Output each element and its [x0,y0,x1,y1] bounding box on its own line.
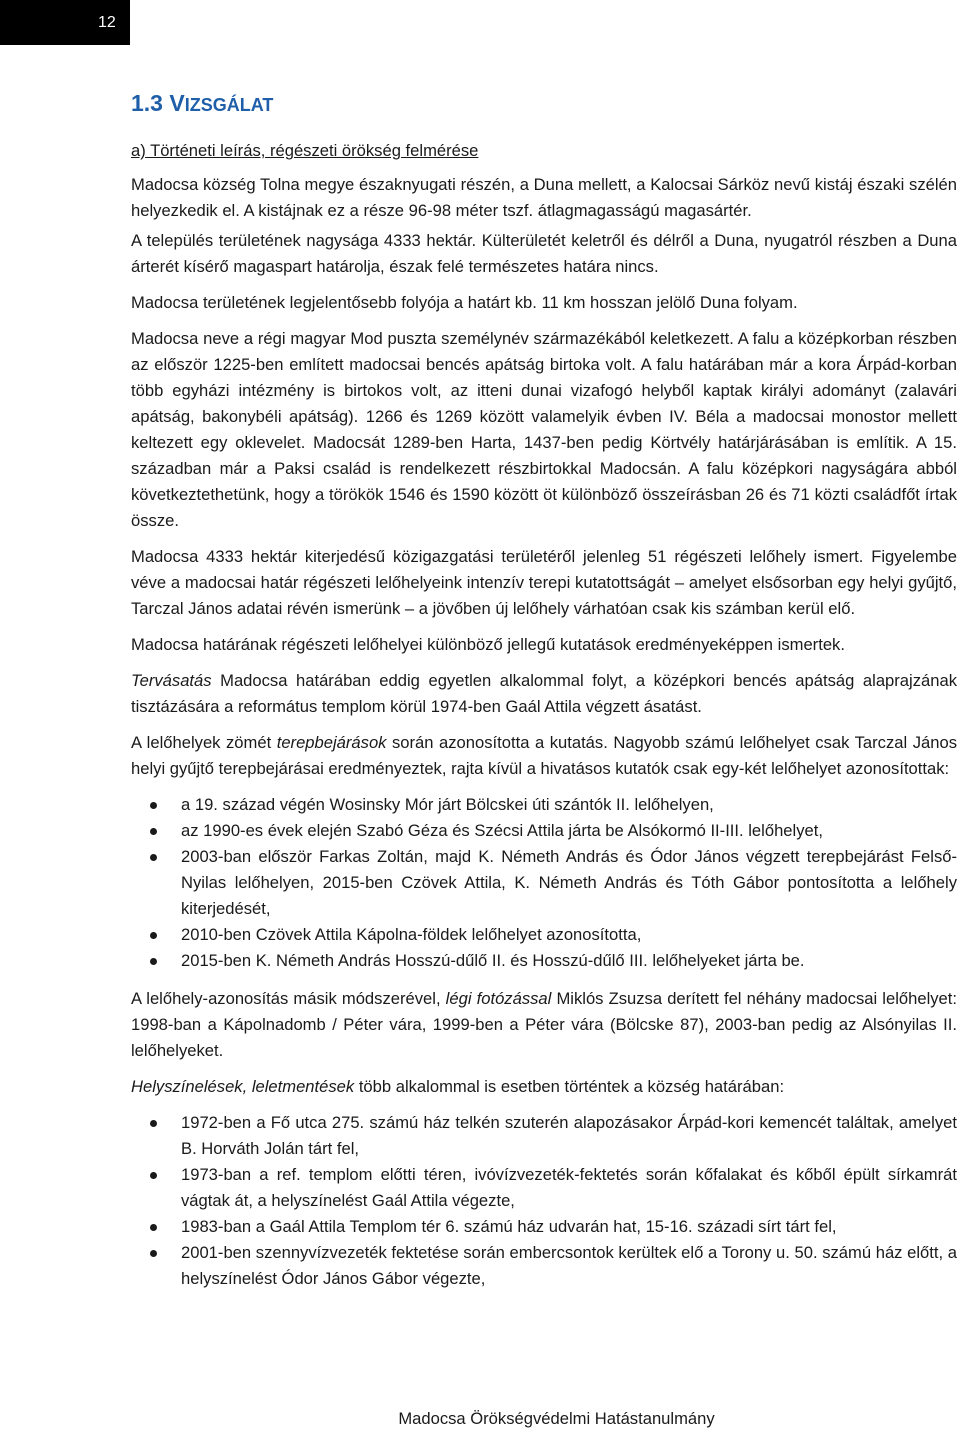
list-item: 2010-ben Czövek Attila Kápolna-földek lelőhelyet azonosította, [181,922,957,948]
paragraph-sites: Madocsa 4333 hektár kiterjedésű közigazgatási területéről jelenleg 51 régészeti lelőhely ismert. Figyelembe véve a madocsai határ régészeti lelőhelyeink intenzív terepi kutatottságát – amelyet elsősorban egy helyi gyűjtő, Tarczal János adatai révén ismerünk – a jövőben új lelőhely várhatóan csak kis számban kerül elő. [131,547,957,618]
rescue-list [131,1110,957,1292]
list-item: 2003-ban először Farkas Zoltán, majd K. Németh András és Ódor János végzett terepbejárást Felső-Nyilas lelőhelyen, 2015-ben Czövek Attila, K. Németh András és Tóth Gábor pontosította a lelőhely kiterjedését, [181,844,957,922]
paragraph-excavation-text: Madocsa határában eddig egyetlen alkalommal folyt, a középkori bencés apátság alaprajzának tisztázására a református templom körül 1974-ben Gaál Attila végzett ásatást. [131,671,957,716]
paragraph-location: Madocsa község Tolna megye északnyugati részén, a Duna mellett, a Kalocsai Sárköz nevű kistáj északi szélén helyezkedik el. A kistájnak ez a része 96-98 méter tszf. átlagmagasságú magasártér. [131,175,957,220]
survey-list [131,792,957,974]
term-tervasatas: Tervásatás [131,671,212,690]
list-item: 1973-ban a ref. templom előtti téren, ivóvízvezeték-fektetés során kőfalakat és kőből épült sírkamrát vágtak át, a helyszínelést Gaál Attila végezte, [181,1162,957,1214]
list-item: az 1990-es évek elején Szabó Géza és Szécsi Attila járta be Alsókormó II-III. lelőhelyet, [181,818,957,844]
page-number: 12 [98,14,116,31]
paragraph-surveys [131,730,957,782]
document-body [131,86,957,1304]
term-legi-fotozas: légi fotózással [445,989,552,1008]
section-title-first: V [169,90,185,116]
section-number: 1.3 [131,90,163,116]
paragraph-river: Madocsa területének legjelentősebb folyója a határt kb. 11 km hosszan jelölő Duna folyam. [131,293,798,312]
paragraph-history: Madocsa neve a régi magyar Mod puszta személynév származékából keletkezett. A falu a középkorban részben az először 1225-ben említett madocsai bencés apátság birtoka volt. A falu határában már a kora Árpád-korban több egyházi intézmény is birtokos volt, az itteni dunai vizafogó helyből kaptak királyi adományt (zalavári apátság, bakonybéli apátság). 1266 és 1269 között valamelyik évben IV. Béla a madocsai monostor mellett keltezett egy oklevelet. Madocsát 1289-ben Harta, 1437-ben pedig Körtvély határjárásában is említik. A 15. században már a Paksi család is rendelkezett részbirtokkal Madocsán. A falu középkori nagyságára abból következtethetünk, hogy a törökök 1546 és 1590 között öt különböző összeírásban 26 és 71 közti családfőt írtak össze. [131,329,957,530]
paragraph-surveys-start: A lelőhelyek zömét [131,733,277,752]
page-footer: Madocsa Örökségvédelmi Hatástanulmány [398,1409,715,1428]
list-item: 1972-ben a Fő utca 275. számú ház telkén szuterén alapozásakor Árpád-kori kemencét találtak, amelyet B. Horváth Jolán tárt fel, [181,1110,957,1162]
list-item: 2015-ben K. Németh András Hosszú-dűlő II. és Hosszú-dűlő III. lelőhelyeket járta be. [181,948,957,974]
paragraph-aerial-start: A lelőhely-azonosítás másik módszerével, [131,989,446,1008]
paragraph-aerial [131,986,957,1064]
term-helyszinelesek: Helyszínelések, leletmentések [131,1077,355,1096]
paragraph-rescue [131,1074,957,1100]
paragraph-aerial-text: Miklós Zsuzsa derített fel néhány madocsai lelőhelyet: 1998-ban a Kápolnadomb / Péter vára, 1999-ben a Péter vára (Bölcske 87), 2003-ban pedig az Alsónyilas II. lelőhelyeket. [131,989,958,1060]
list-item: 2001-ben szennyvízvezeték fektetése során embercsontok kerültek elő a Torony u. 50. számú ház előtt, a helyszínelést Ódor János Gábor végezte, [181,1240,957,1292]
page-number-box [0,0,130,45]
paragraph-rescue-text: több alkalommal is esetben történtek a község határában: [354,1077,785,1096]
subsection-title: a) Történeti leírás, régészeti örökség felmérése [131,141,479,160]
section-title-rest: IZSGÁLAT [184,95,274,115]
section-heading [131,86,957,122]
paragraph-area: A település területének nagysága 4333 hektár. Külterületét keletről és délről a Duna, nyugatról részben a Duna árterét kísérő magaspart határolja, észak felé természetes határa nincs. [131,231,957,276]
list-item: a 19. század végén Wosinsky Mór járt Bölcskei úti szántók II. lelőhelyen, [181,792,957,818]
list-item: 1983-ban a Gaál Attila Templom tér 6. számú ház udvarán hat, 15-16. századi sírt tárt fel, [181,1214,957,1240]
paragraph-surveys-text: során azonosította a kutatás. Nagyobb számú lelőhelyet csak Tarczal János helyi gyűjtő terepbejárásai eredményeztek, rajta kívül a hivatásos kutatók csak egy-két lelőhelyet azonosítottak: [131,733,957,778]
term-terepbejarasok: terepbejárások [276,733,387,752]
paragraph-research: Madocsa határának régészeti lelőhelyei különböző jellegű kutatások eredményeképpen ismertek. [131,635,845,654]
paragraph-excavation [131,668,957,720]
